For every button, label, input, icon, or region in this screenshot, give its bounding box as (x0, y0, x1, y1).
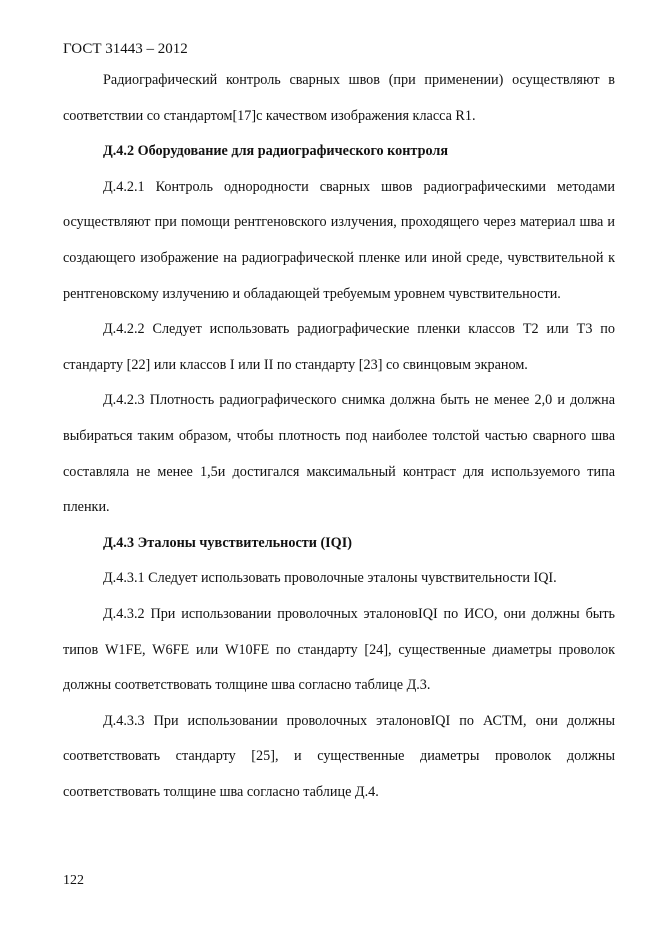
paragraph-d431: Д.4.3.1 Следует использовать проволочные эталоны чувствительности IQI. (103, 570, 557, 587)
paragraph-d432: Д.4.3.2 При использовании проволочных эталоновIQI по ИСО, они должны быть типов W1FE, W6FE или W10FE по стандарту [24], существенные диаметры проволок должны соответствовать толщине шва согласно таблице Д.3. (63, 605, 615, 694)
paragraph-d433: Д.4.3.3 При использовании проволочных эталоновIQI по АСТМ, они должны соответствовать стандарту [25], и существенные диаметры проволок должны соответствовать толщине шва согласно таблице Д.4. (63, 712, 615, 800)
section-heading-d42: Д.4.2 Оборудование для радиографического контроля (103, 143, 449, 160)
paragraph-d423: Д.4.2.3 Плотность радиографического снимка должна быть не менее 2,0 и должна выбираться таким образом, чтобы плотность под наиболее толстой частью сварного шва составляла не менее 1,5и достигался максимальный контраст для используемого типа пленки. (63, 392, 615, 516)
paragraph-intro: Радиографический контроль сварных швов (при применении) осуществляют в соответствии со стандартом[17]с качеством изображения класса R1. (63, 72, 615, 124)
page-number: 122 (63, 873, 84, 888)
paragraph-d421: Д.4.2.1 Контроль однородности сварных швов радиографическими методами осуществляют при помощи рентгеновского излучения, проходящего через материал шва и создающего изображение на радиографической пленке или иной среде, чувствительной к рентгеновскому излучению и обладающей требуемым уровнем чувствительности. (63, 178, 615, 302)
section-heading-d43: Д.4.3 Эталоны чувствительности (IQI) (103, 534, 352, 551)
paragraph-d422: Д.4.2.2 Следует использовать радиографические пленки классов Т2 или Т3 по стандарту [22] или классов I или II по стандарту [23] со свинцовым экраном. (63, 321, 615, 373)
document-body (63, 63, 615, 810)
document-header: ГОСТ 31443 – 2012 (63, 41, 188, 57)
